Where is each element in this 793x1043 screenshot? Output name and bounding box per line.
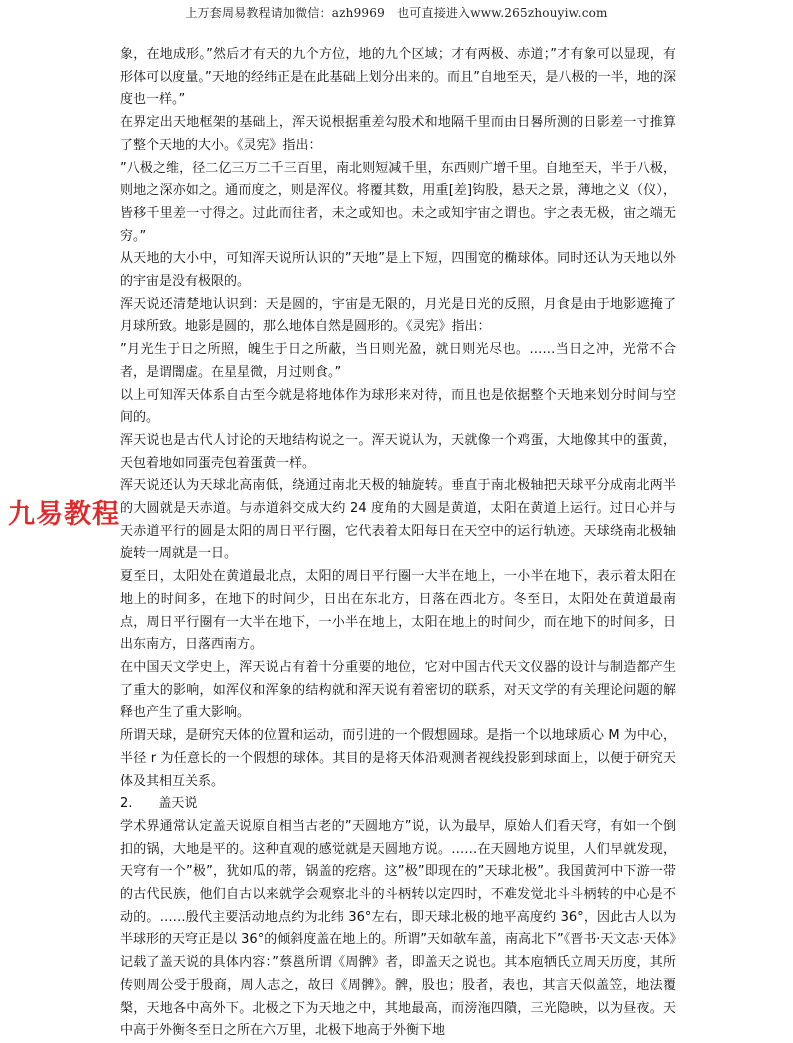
document-body xyxy=(120,44,676,1043)
paragraph: 在界定出天地框架的基础上，浑天说根据重差勾股术和地隔千里而由日晷所测的日影差一寸推算了整个天地的大小。《灵宪》指出： xyxy=(120,115,676,153)
quote-paragraph: ”八极之维，径二亿三万二千三百里，南北则短减千里，东西则广增千里。自地至天，半于八极，则地之深亦如之。通而度之，则是浑仪。将覆其数，用重[差]钩股，悬天之景，薄地之义（仪），皆移千里差一寸得之。过此而往者，未之或知也。未之或知宇宙之谓也。宇之表无极，宙之端无穷。” xyxy=(120,160,676,244)
paragraph: 以上可知浑天体系自古至今就是将地体作为球形来对待，而且也是依据整个天地来划分时间与空间的。 xyxy=(120,387,676,426)
paragraph: 浑天说还认为天球北高南低，绕通过南北天极的轴旋转。垂直于南北极轴把天球平分成南北两半的大圆就是天赤道。与赤道斜交成大约 24 度角的大圆是黄道，太阳在黄道上运行。过日心并与天赤道平行的圆是太阳的周日平行圈，它代表着太阳每日在天空中的运行轨迹。天球绕南北极轴旋转一周就是一日。 xyxy=(120,478,676,562)
paragraph: 夏至日，太阳处在黄道最北点，太阳的周日平行圈一大半在地上，一小半在地下，表示着太阳在地上的时间多，在地下的时间少，日出在东北方，日落在西北方。冬至日，太阳处在黄道最南点，周日平行圈有一大半在地下，一小半在地上，太阳在地上的时间少，而在地下的时间多，日出东南方，日落西南方。 xyxy=(120,569,676,653)
paragraph: 象，在地成形。”然后才有天的九个方位，地的九个区域；才有两极、赤道；”才有象可以显现，有形体可以度量。”天地的经纬正是在此基础上划分出来的。而且”自地至天，是八极的一半，地的深度也一样。” xyxy=(120,47,676,108)
paragraph: 学术界通常认定盖天说原自相当古老的”天圆地方”说，认为最早，原始人们看天穹，有如一个倒扣的锅，大地是平的。这种直观的感觉就是天圆地方说。……在天圆地方说里，人们早就发现，天穹有一个”极”，犹如瓜的蒂，锅盖的疙瘩。这”极”即现在的”天球北极”。我国黄河中下游一带的古代民族，他们自古以来就学会观察北斗的斗柄转以定四时，不难发觉北斗斗柄转的中心是不动的。……殷代主要活动地点约为北纬 36°左右，即天球北极的地平高度约 36°，因此古人以为半球形的天穹正是以 36°的倾斜度盖在地上的。所谓”天如欹车盖，南高北下”《晋书·天文志·天体》记载了盖天说的具体内容：”蔡邕所谓《周髀》者，即盖天之说也。其本庖牺氏立周天历度，其所传则周公受于殷商，周人志之，故曰《周髀》。髀，股也；股者，表也，其言天似盖笠，地法覆槃，天地各中高外下。北极之下为天地之中，其地最高，而滂沲四隤，三光隐映，以为昼夜。天中高于外衡冬至日之所在六万里，北极下地高于外衡下地 xyxy=(120,818,676,1039)
header-banner: 上万套周易教程请加微信：azh9969 也可直接进入www.265zhouyiw.com xyxy=(185,6,608,20)
quote-paragraph: ”月光生于日之所照，魄生于日之所蔽，当日则光盈，就日则光尽也。……当日之冲，光常不合者，是谓闇虚。在星星微，月过则食。” xyxy=(120,342,676,380)
paragraph: 浑天说也是古代人讨论的天地结构说之一。浑天说认为，天就像一个鸡蛋，大地像其中的蛋黄，天包着地如同蛋壳包着蛋黄一样。 xyxy=(120,432,676,471)
paragraph: 从天地的大小中，可知浑天说所认识的”天地”是上下短，四围宽的椭球体。同时还认为天地以外的宇宙是没有极限的。 xyxy=(120,251,676,290)
paragraph: 所谓天球，是研究天体的位置和运动，而引进的一个假想圆球。是指一个以地球质心 M 为中心，半径 r 为任意长的一个假想的球体。其目的是将天体沿观测者视线投影到球面上，以便于研究天体及其相互关系。 xyxy=(120,728,676,789)
paragraph: 在中国天文学史上，浑天说占有着十分重要的地位，它对中国古代天文仪器的设计与制造都产生了重大的影响，如浑仪和浑象的结构就和浑天说有着密切的联系，对天文学的有关理论问题的解释也产生了重大影响。 xyxy=(120,659,676,721)
section-heading: 2. 盖天说 xyxy=(120,796,198,812)
watermark-logo: 九易教程 xyxy=(8,499,120,530)
paragraph: 浑天说还清楚地认识到：天是圆的，宇宙是无限的，月光是日光的反照，月食是由于地影遮掩了月球所致。地影是圆的，那么地体自然是圆形的。《灵宪》指出： xyxy=(120,296,676,335)
